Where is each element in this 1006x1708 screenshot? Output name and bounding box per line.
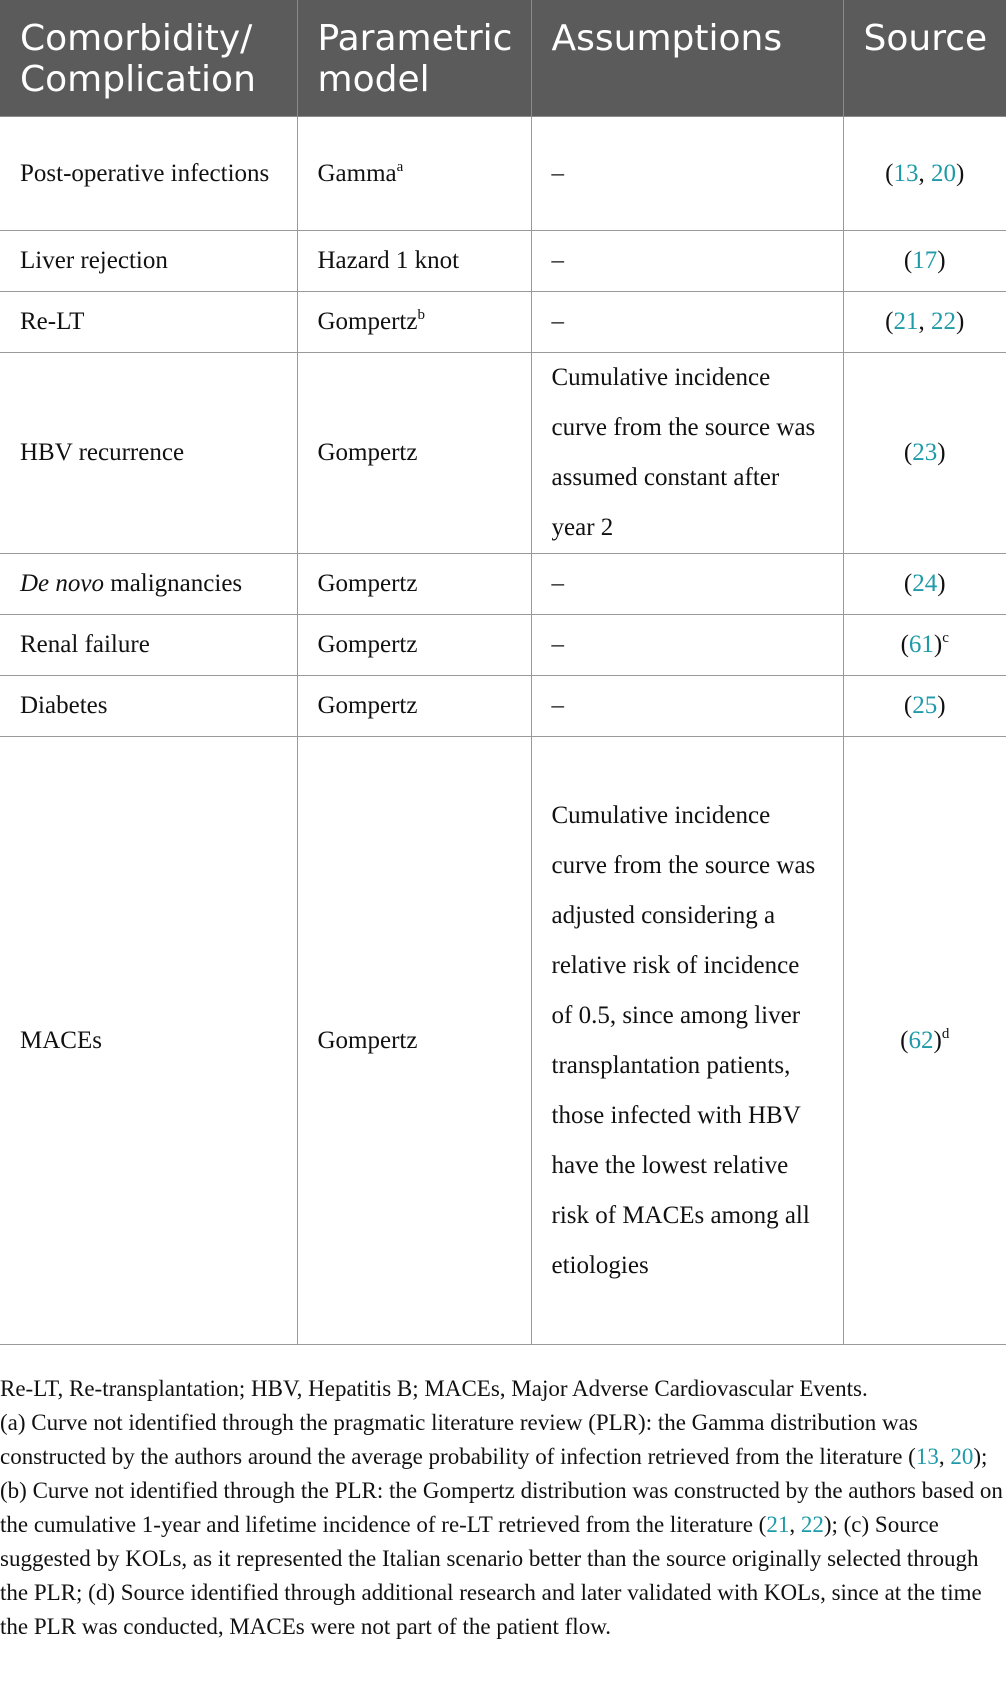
reference-link[interactable]: 20 [931, 159, 956, 187]
cell-comorbidity: Re-LT [0, 292, 297, 353]
cell-comorbidity: De novo malignancies [0, 554, 297, 615]
reference-link[interactable]: 13 [915, 1444, 939, 1469]
reference-link[interactable]: 61 [908, 631, 934, 658]
table-row [0, 615, 1006, 676]
cell-comorbidity: Diabetes [0, 676, 297, 737]
cell-assumption: – [531, 231, 843, 292]
table-row [0, 353, 1006, 554]
cell-comorbidity: Post-operative infections [0, 117, 297, 231]
cell-assumption: – [531, 554, 843, 615]
reference-link[interactable]: 13 [893, 159, 919, 187]
cell-source: (21, 22) [843, 292, 1006, 353]
cell-source: (23) [843, 353, 1006, 554]
cell-model: Gompertz$^b$ [297, 292, 531, 353]
cell-source: (25) [843, 676, 1006, 737]
table-row [0, 231, 1006, 292]
cell-assumption: – [531, 292, 843, 353]
header-assumptions: Assumptions [531, 0, 843, 117]
cell-source: (17) [843, 231, 1006, 292]
reference-link[interactable]: 24 [912, 570, 938, 597]
header-row [0, 0, 1006, 117]
table-footnotes [0, 1372, 1006, 1644]
footnote-text: (a) Curve not identified through the pragmatic literature review (PLR): the Gamma distribution was constructed by the authors around the average probability of infection retrieved from the literature (13, 20); (b) Curve not identified through the PLR: the Gompertz distribution was constructed by the authors based on the cumulative 1-year and lifetime incidence of re-LT retrieved from the literature (21, 22); (c) Source suggested by KOLs, as it represented the Italian scenario better than the source originally selected through the PLR; (d) Source identified through additional research and later validated with KOLs, since at the time the PLR was conducted, MACEs were not part of the patient flow. [0, 1410, 1003, 1639]
footnote-marker: b [417, 307, 425, 323]
cell-model: Gompertz [297, 676, 531, 737]
cell-assumption: – [531, 676, 843, 737]
cell-model: Gompertz [297, 554, 531, 615]
cell-assumption: Cumulative incidence curve from the source was adjusted considering a relative risk of incidence of 0.5, since among liver transplantation patients, those infected with HBV have the lowest relative risk of MACEs among all etiologies [531, 737, 843, 1345]
header-source: Source [843, 0, 1006, 117]
abbreviations-note: Re-LT, Re-transplantation; HBV, Hepatitis B; MACEs, Major Adverse Cardiovascular Events. [0, 1376, 868, 1401]
cell-comorbidity: Liver rejection [0, 231, 297, 292]
cell-comorbidity: MACEs [0, 737, 297, 1345]
table-row [0, 117, 1006, 231]
table-row [0, 737, 1006, 1345]
cell-source: (24) [843, 554, 1006, 615]
cell-assumption: Cumulative incidence curve from the source was assumed constant after year 2 [531, 353, 843, 554]
footnote-marker: c [942, 630, 949, 646]
header-parametric-model: Parametric model [297, 0, 531, 117]
cell-model: Gompertz [297, 615, 531, 676]
cell-comorbidity: HBV recurrence [0, 353, 297, 554]
footnote-marker: a [396, 158, 404, 175]
table-row [0, 554, 1006, 615]
cell-assumption: – [531, 615, 843, 676]
cell-comorbidity: Renal failure [0, 615, 297, 676]
header-comorbidity: Comorbidity/ Complication [0, 0, 297, 117]
reference-link[interactable]: 25 [912, 692, 938, 719]
reference-link[interactable]: 21 [893, 308, 919, 335]
cell-model: Gompertz [297, 737, 531, 1345]
cell-source: $(62)^d$ [843, 737, 1006, 1345]
table-row [0, 676, 1006, 737]
reference-link[interactable]: 20 [950, 1444, 974, 1469]
reference-link[interactable]: 23 [912, 439, 938, 466]
cell-source: $(61)^c$ [843, 615, 1006, 676]
reference-link[interactable]: 22 [800, 1512, 824, 1537]
reference-link[interactable]: 22 [931, 308, 956, 335]
cell-source: (13, 20) [843, 117, 1006, 231]
cell-model: Gompertz [297, 353, 531, 554]
footnote-marker: d [941, 1025, 950, 1042]
reference-link[interactable]: 62 [908, 1026, 934, 1054]
cell-model: Hazard 1 knot [297, 231, 531, 292]
cell-model: Gamma$^a$ [297, 117, 531, 231]
reference-link[interactable]: 17 [912, 247, 938, 274]
table-row [0, 292, 1006, 353]
reference-link[interactable]: 21 [766, 1512, 790, 1537]
cell-assumption: – [531, 117, 843, 231]
